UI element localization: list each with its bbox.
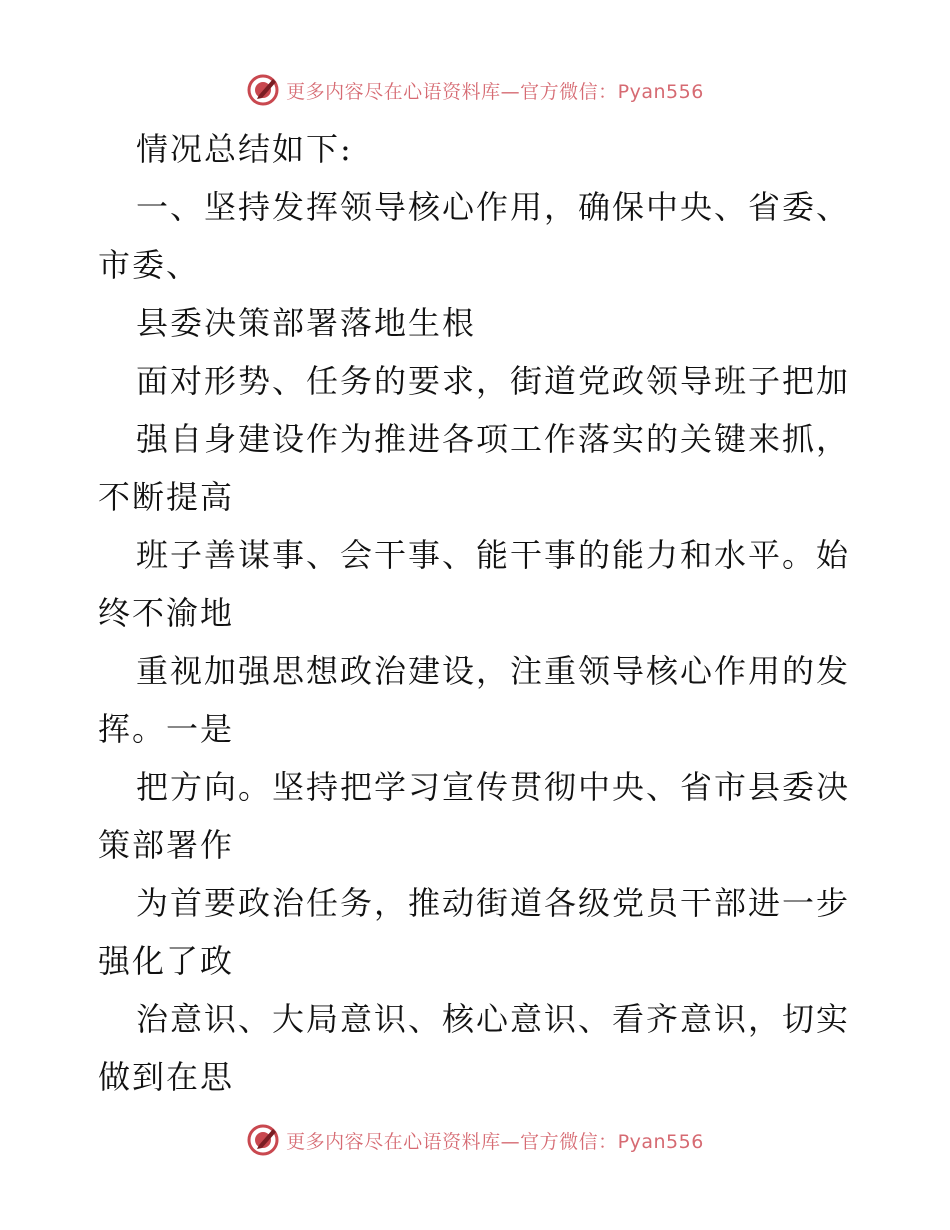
text-line: 挥。一是 [98, 710, 235, 748]
text-line: 重视加强思想政治建设，注重领导核心作用的发 [136, 652, 851, 690]
document-body [98, 120, 858, 1106]
text-line: 做到在思 [98, 1058, 235, 1096]
text-line: 策部署作 [98, 826, 235, 864]
text-line: 市委、 [98, 246, 201, 284]
text-line: 县委决策部署落地生根 [136, 304, 477, 342]
text-line: 为首要政治任务，推动街道各级党员干部进一步 [136, 884, 851, 922]
pen-logo-icon [246, 1123, 280, 1157]
text-line: 强自身建设作为推进各项工作落实的关键来抓， [136, 420, 851, 458]
text-line: 班子善谋事、会干事、能干事的能力和水平。始 [136, 536, 851, 574]
text-line: 把方向。坚持把学习宣传贯彻中央、省市县委决 [136, 768, 851, 806]
pen-logo-icon [246, 73, 280, 107]
text-line: 不断提高 [98, 478, 235, 516]
text-line: 治意识、大局意识、核心意识、看齐意识，切实 [136, 1000, 851, 1038]
footer-watermark [0, 1120, 950, 1160]
watermark-text: 更多内容尽在心语资料库—官方微信：Pyan556 [286, 1130, 704, 1153]
text-line: 情况总结如下: [136, 130, 353, 168]
text-line: 终不渝地 [98, 594, 235, 632]
text-line: 强化了政 [98, 942, 235, 980]
text-line: 面对形势、任务的要求，街道党政领导班子把加 [136, 362, 851, 400]
watermark-text: 更多内容尽在心语资料库—官方微信：Pyan556 [286, 80, 704, 103]
text-line: 一、坚持发挥领导核心作用，确保中央、省委、 [136, 188, 851, 226]
header-watermark [0, 70, 950, 110]
